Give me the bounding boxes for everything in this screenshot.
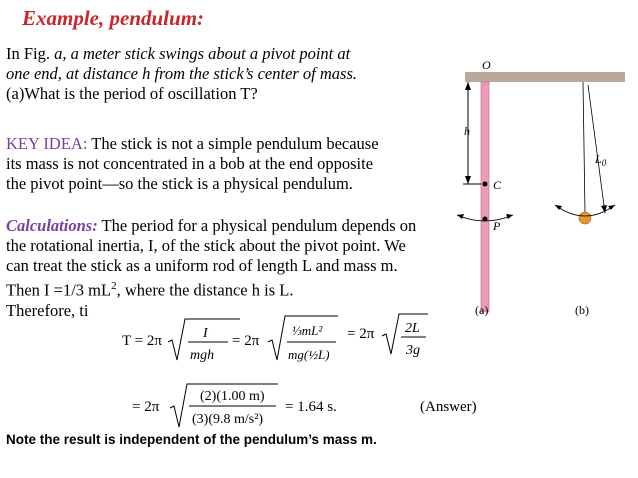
caption-b: (b) bbox=[575, 303, 589, 317]
eq2-num: (2)(1.00 m) bbox=[200, 389, 265, 404]
eq1-frac2-num: ⅓mL² bbox=[292, 323, 323, 338]
eq2-den: (3)(9.8 m/s²) bbox=[192, 412, 264, 427]
eq2-result: = 1.64 s. bbox=[285, 399, 337, 415]
pendulum-string bbox=[583, 82, 585, 213]
key-idea-line2: its mass is not concentrated in a bob at the end opposite bbox=[6, 154, 374, 173]
problem-line3: (a)What is the period of oscillation T? bbox=[6, 84, 258, 103]
label-c: C bbox=[493, 178, 502, 192]
eq1-frac3-den: 3g bbox=[406, 343, 420, 358]
key-idea-line1: The stick is not a simple pendulum because bbox=[87, 134, 379, 153]
eq1-eq3: = 2π bbox=[347, 326, 375, 342]
calculations-line4 bbox=[6, 276, 416, 301]
calculations-label: Calculations: bbox=[6, 216, 98, 235]
calculations-line1: The period for a physical pendulum depends on bbox=[97, 216, 417, 235]
eq1-frac2-den: mg(½L) bbox=[288, 347, 330, 362]
pendulum-figure bbox=[455, 55, 630, 320]
key-idea bbox=[6, 134, 379, 194]
note-text: Note the result is independent of the pendulum’s mass m. bbox=[6, 432, 377, 447]
pendulum-bob bbox=[579, 212, 591, 224]
slide-title: Example, pendulum: bbox=[22, 6, 205, 30]
eq1-eq2: = 2π bbox=[232, 333, 260, 349]
caption-a: (a) bbox=[475, 303, 489, 317]
l0-dimension-line bbox=[588, 85, 605, 213]
calc-line4-post: , where the distance h is L. bbox=[116, 280, 294, 300]
eq1-frac1-num: I bbox=[203, 326, 208, 341]
eq1-lhs: T = 2π bbox=[122, 333, 162, 349]
eq2-eq: = 2π bbox=[132, 399, 160, 415]
calculations-line5: Therefore, ti bbox=[6, 300, 89, 320]
eq1-frac3-num: 2L bbox=[405, 321, 420, 336]
meter-stick bbox=[481, 82, 489, 312]
label-l0: $L_0$ bbox=[595, 152, 607, 168]
problem-line2: one end, at distance h from the stick’s center of mass. bbox=[6, 64, 358, 83]
key-idea-line3: the pivot point—so the stick is a physical pendulum. bbox=[6, 174, 353, 193]
eq2-answer: (Answer) bbox=[420, 399, 477, 415]
center-of-mass-dot bbox=[483, 182, 488, 187]
ceiling bbox=[465, 72, 625, 82]
calculations-line3: can treat the stick as a uniform rod of length L and mass m. bbox=[6, 256, 398, 275]
problem-line1-b: a, a meter stick swings about a pivot point at bbox=[54, 44, 351, 63]
calculations-line2: the rotational inertia, I, of the stick about the pivot point. We bbox=[6, 236, 406, 255]
calc-line4-pre: Then I =1/3 mL bbox=[6, 280, 112, 300]
label-o: O bbox=[482, 58, 491, 72]
equation-period-result bbox=[110, 378, 510, 434]
eq1-frac1-den: mgh bbox=[190, 348, 215, 363]
problem-line1-a: In Fig. bbox=[6, 44, 55, 63]
calculations bbox=[6, 216, 416, 321]
problem-statement bbox=[6, 44, 357, 104]
calc-line4-sup: 2 bbox=[111, 280, 117, 292]
label-h: h bbox=[464, 124, 470, 138]
label-p: P bbox=[493, 219, 501, 233]
key-idea-label: KEY IDEA: bbox=[6, 134, 88, 153]
equation-period-derivation bbox=[110, 308, 440, 372]
